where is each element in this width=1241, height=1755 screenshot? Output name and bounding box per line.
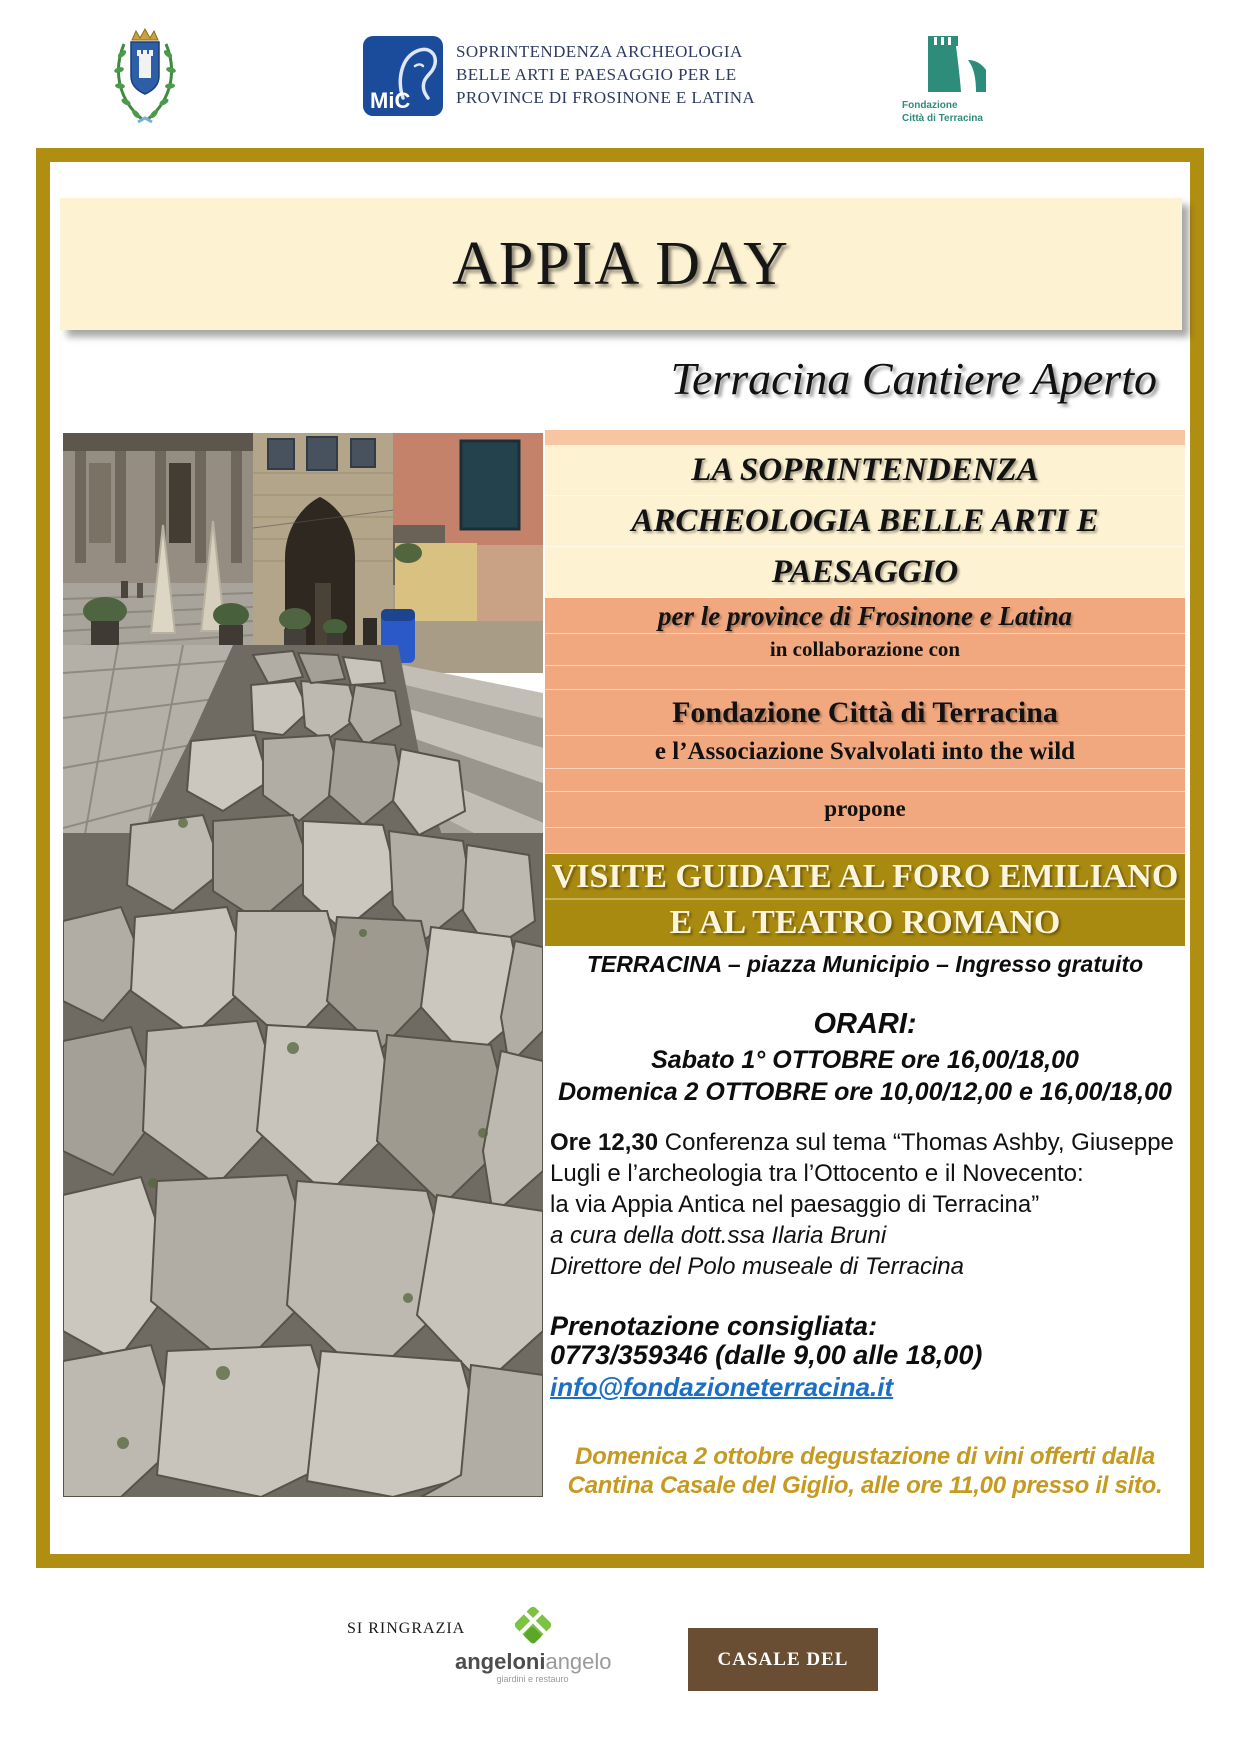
fondazione-logo-caption: Fondazione Città di Terracina (902, 100, 983, 124)
spacer-row (545, 769, 1185, 792)
soprintendenza-line: SOPRINTENDENZA ARCHEOLOGIA (456, 42, 743, 61)
visits-banner (545, 854, 1185, 946)
poster-title: APPIA DAY (452, 230, 790, 298)
casale-del-giglio-logo: CASALE DEL GIGLIO® (688, 1628, 878, 1691)
thanks-label: SI RINGRAZIA (347, 1620, 466, 1637)
angeloni-tagline: giardini e restauro (496, 1674, 569, 1684)
conference-line: la via Appia Antica nel paesaggio di Terracina” (550, 1191, 1040, 1218)
fondazione-terracina-logo-icon (924, 32, 988, 96)
schedule-heading: ORARI: (813, 1008, 917, 1040)
conference-curator-role: Direttore del Polo museale di Terracina (550, 1253, 964, 1280)
collaboration-line: in collaborazione con (545, 634, 1185, 666)
spacer-row (545, 666, 1185, 690)
propone-line: propone (545, 792, 1185, 828)
soprintendenza-line: PROVINCE DI FROSINONE E LATINA (456, 88, 756, 107)
registered-mark: ® (818, 1717, 826, 1727)
fondazione-line: Fondazione Città di Terracina (545, 690, 1185, 736)
booking-phone: 0773/359346 (dalle 9,00 alle 18,00) (550, 1340, 983, 1370)
booking-block (550, 1312, 1190, 1370)
conference-line: Lugli e l’archeologia tra l’Ottocento e il Novecento: (550, 1160, 1084, 1187)
heading-line: ARCHEOLOGIA BELLE ARTI E (545, 496, 1185, 547)
angeloni-wordmark: angeloniangelo (455, 1649, 612, 1674)
angeloni-sponsor-logo (455, 1604, 610, 1684)
schedule-saturday: Sabato 1° OTTOBRE ore 16,00/18,00 (651, 1046, 1079, 1074)
conference-line: Ore 12,30 Conferenza sul tema “Thomas Ashby, Giuseppe (550, 1129, 1174, 1156)
booking-email-line (550, 1372, 893, 1403)
mic-ministry-logo-icon (363, 36, 443, 116)
wine-tasting-note: Domenica 2 ottobre degustazione di vini offerti dalla Cantina Casale del Giglio, alle ore 11,00 presso il sito. (567, 1443, 1163, 1499)
heading-line: PAESAGGIO (545, 547, 1185, 598)
soprintendenza-header-text (456, 40, 816, 109)
provinces-line: per le province di Frosinone e Latina (545, 598, 1185, 634)
appia-road-photo (63, 433, 543, 1497)
poster-subtitle: Terracina Cantiere Aperto (670, 353, 1157, 404)
salmon-strip (545, 430, 1185, 445)
title-banner (60, 198, 1182, 330)
angeloni-diamond-icon (503, 1604, 563, 1646)
heading-line: LA SOPRINTENDENZA (545, 445, 1185, 496)
info-column (545, 430, 1185, 946)
booking-label: Prenotazione consigliata: (550, 1311, 878, 1341)
conference-time: Ore 12,30 (550, 1129, 659, 1156)
location-line: TERRACINA – piazza Municipio – Ingresso gratuito (586, 951, 1144, 977)
conference-paragraph (550, 1127, 1210, 1282)
spacer-row (545, 828, 1185, 854)
email-link[interactable]: info@fondazioneterracina.it (550, 1372, 894, 1402)
schedule-sunday: Domenica 2 OTTOBRE ore 10,00/12,00 e 16,00/18,00 (558, 1078, 1172, 1106)
conference-curator: a cura della dott.ssa Ilaria Bruni (550, 1222, 887, 1249)
collaboration-block (545, 598, 1185, 854)
mic-label: MiC (370, 88, 411, 113)
banner-line: VISITE GUIDATE AL FORO EMILIANO (545, 854, 1185, 900)
soprintendenza-heading-block (545, 445, 1185, 598)
schedule-lines (545, 1044, 1185, 1108)
appia-road-photo-svg (63, 433, 543, 1497)
banner-line: E AL TEATRO ROMANO (669, 904, 1061, 941)
associazione-line: e l’Associazione Svalvolati into the wild (545, 736, 1185, 769)
soprintendenza-line: BELLE ARTI E PAESAGGIO PER LE (456, 65, 737, 84)
terracina-city-crest-icon (110, 26, 180, 130)
